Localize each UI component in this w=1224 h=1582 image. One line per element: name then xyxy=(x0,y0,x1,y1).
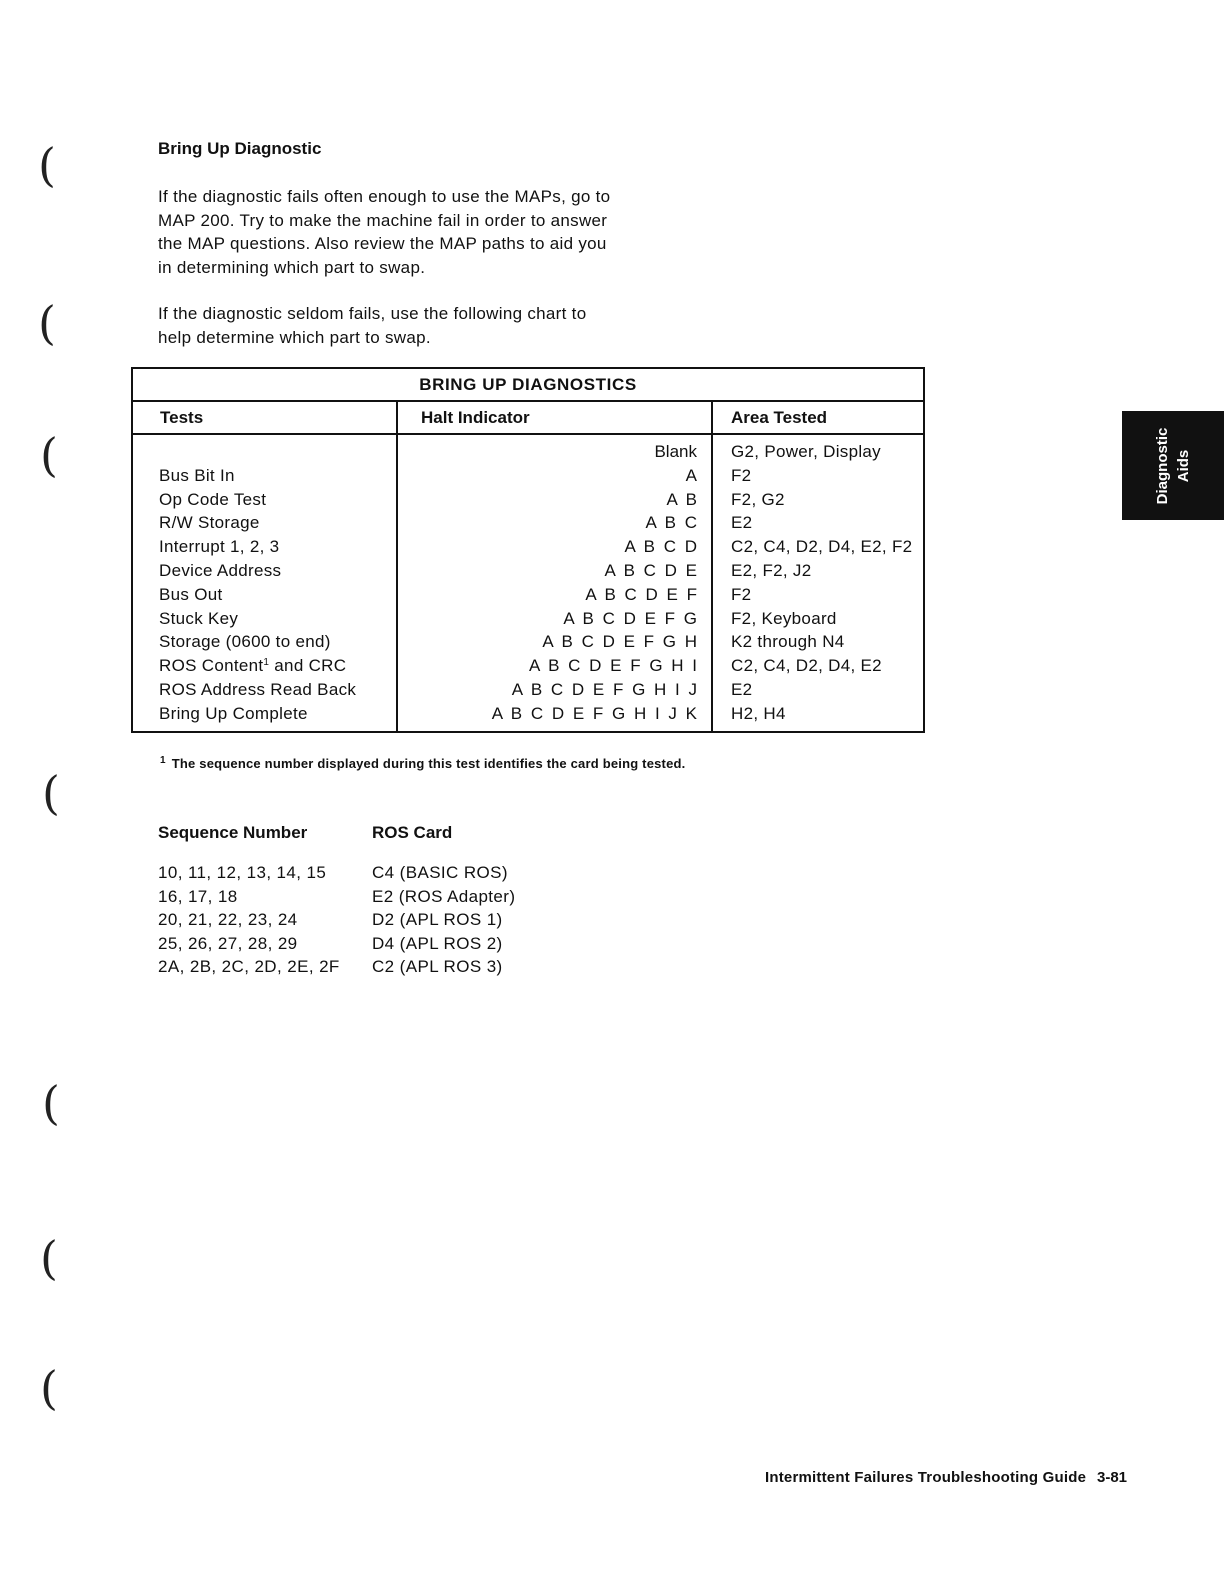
paragraph-line: If the diagnostic fails often enough to use the MAPs, go to xyxy=(158,187,611,206)
header-tests: Tests xyxy=(132,401,397,434)
test-cell: Storage (0600 to end) xyxy=(159,632,331,652)
sequence-number-cell: 16, 17, 18 xyxy=(158,886,238,906)
binder-mark: ( xyxy=(42,766,60,820)
area-cell: F2 xyxy=(731,465,752,485)
footnote-mark: 1 xyxy=(160,755,166,766)
binder-mark: ( xyxy=(38,296,56,350)
area-cell: E2, F2, J2 xyxy=(731,560,812,580)
halt-cell: A xyxy=(685,465,697,485)
test-cell: Interrupt 1, 2, 3 xyxy=(159,537,280,557)
ros-card-cell: D4 (APL ROS 2) xyxy=(372,933,503,953)
table-title: BRING UP DIAGNOSTICS xyxy=(132,368,924,401)
sequence-number-cell: 10, 11, 12, 13, 14, 15 xyxy=(158,863,327,882)
sequence-number-column xyxy=(158,861,340,979)
ros-card-column xyxy=(372,861,515,979)
area-cell: C2, C4, D2, D4, E2 xyxy=(731,656,882,676)
binder-mark: ( xyxy=(40,1361,58,1415)
test-cell: R/W Storage xyxy=(159,513,260,533)
paragraph-line: help determine which part to swap. xyxy=(158,327,431,347)
test-cell: Device Address xyxy=(159,560,282,580)
intro-paragraph xyxy=(158,185,638,279)
sequence-number-cell: 25, 26, 27, 28, 29 xyxy=(158,933,298,953)
halt-cell: A B C D E F G H xyxy=(542,632,697,652)
halt-cell: A B C D E F G H I xyxy=(528,656,697,676)
halt-cell: A B C D xyxy=(624,537,697,557)
test-cell: Bring Up Complete xyxy=(159,703,308,723)
halt-cell: A B C D E F xyxy=(585,584,697,604)
paragraph-line: in determining which part to swap. xyxy=(158,257,426,277)
tests-column xyxy=(132,434,397,732)
binder-mark: ( xyxy=(40,1231,58,1285)
paragraph-line: If the diagnostic seldom fails, use the following chart to xyxy=(158,304,587,323)
area-cell: K2 through N4 xyxy=(731,632,845,652)
area-cell: E2 xyxy=(731,679,753,699)
test-cell xyxy=(159,440,396,464)
ros-card-cell: D2 (APL ROS 1) xyxy=(372,910,503,930)
section-tab xyxy=(1122,411,1224,520)
footer-title: Intermittent Failures Troubleshooting Guide xyxy=(765,1469,1087,1486)
area-cell: F2 xyxy=(731,584,752,604)
sequence-number-cell: 20, 21, 22, 23, 24 xyxy=(158,910,298,930)
test-text: ROS Content xyxy=(159,656,264,676)
test-cell: Bus Out xyxy=(159,584,223,604)
area-cell: C2, C4, D2, D4, E2, F2 xyxy=(731,537,913,557)
ros-card-cell: E2 (ROS Adapter) xyxy=(372,886,516,906)
chart-intro-paragraph xyxy=(158,302,628,349)
header-ros-card: ROS Card xyxy=(372,823,453,842)
ros-card-cell: C2 (APL ROS 3) xyxy=(372,957,503,977)
halt-cell: A B C xyxy=(645,513,697,533)
section-tab-line: Diagnostic xyxy=(1154,427,1171,505)
halt-cell: Blank xyxy=(654,442,697,461)
ros-card-cell: C4 (BASIC ROS) xyxy=(372,863,508,882)
test-cell: Bus Bit In xyxy=(159,465,235,485)
header-area-tested: Area Tested xyxy=(712,401,924,434)
binder-mark: ( xyxy=(38,138,56,192)
section-heading: Bring Up Diagnostic xyxy=(158,139,322,158)
area-cell: H2, H4 xyxy=(731,703,786,723)
test-cell: ROS Address Read Back xyxy=(159,679,357,699)
section-tab-line: Aids xyxy=(1175,449,1192,483)
table-header-row xyxy=(132,401,924,434)
halt-cell: A B C D E xyxy=(604,560,697,580)
test-cell: Op Code Test xyxy=(159,489,267,509)
binder-mark: ( xyxy=(40,428,58,482)
test-text-suffix: and CRC xyxy=(269,656,347,676)
area-cell: F2, Keyboard xyxy=(731,608,837,628)
test-cell xyxy=(159,654,396,678)
sequence-number-cell: 2A, 2B, 2C, 2D, 2E, 2F xyxy=(158,957,340,977)
table-body xyxy=(132,434,924,732)
paragraph-line: the MAP questions. Also review the MAP paths to aid you xyxy=(158,234,607,254)
bring-up-diagnostics-table xyxy=(131,367,925,733)
binder-mark: ( xyxy=(42,1076,60,1130)
header-sequence-number: Sequence Number xyxy=(158,823,308,842)
area-tested-column xyxy=(712,434,924,732)
area-cell: G2, Power, Display xyxy=(731,442,881,461)
paragraph-line: MAP 200. Try to make the machine fail in order to answer xyxy=(158,210,608,230)
area-cell: F2, G2 xyxy=(731,489,785,509)
area-cell: E2 xyxy=(731,513,753,533)
footnote xyxy=(160,755,685,771)
footnote-ref: 1 xyxy=(263,657,270,669)
footnote-text: The sequence number displayed during this test identifies the card being tested. xyxy=(171,756,686,771)
section-tab-label xyxy=(1152,428,1194,505)
header-halt-indicator: Halt Indicator xyxy=(397,401,712,434)
page-number: 3-81 xyxy=(1097,1469,1128,1486)
halt-cell: A B C D E F G H I J xyxy=(511,679,697,699)
halt-cell: A B C D E F G xyxy=(563,608,697,628)
test-cell: Stuck Key xyxy=(159,608,239,628)
halt-indicator-column xyxy=(397,434,712,732)
halt-cell: A B C D E F G H I J K xyxy=(491,703,697,723)
halt-cell: A B xyxy=(666,489,697,509)
